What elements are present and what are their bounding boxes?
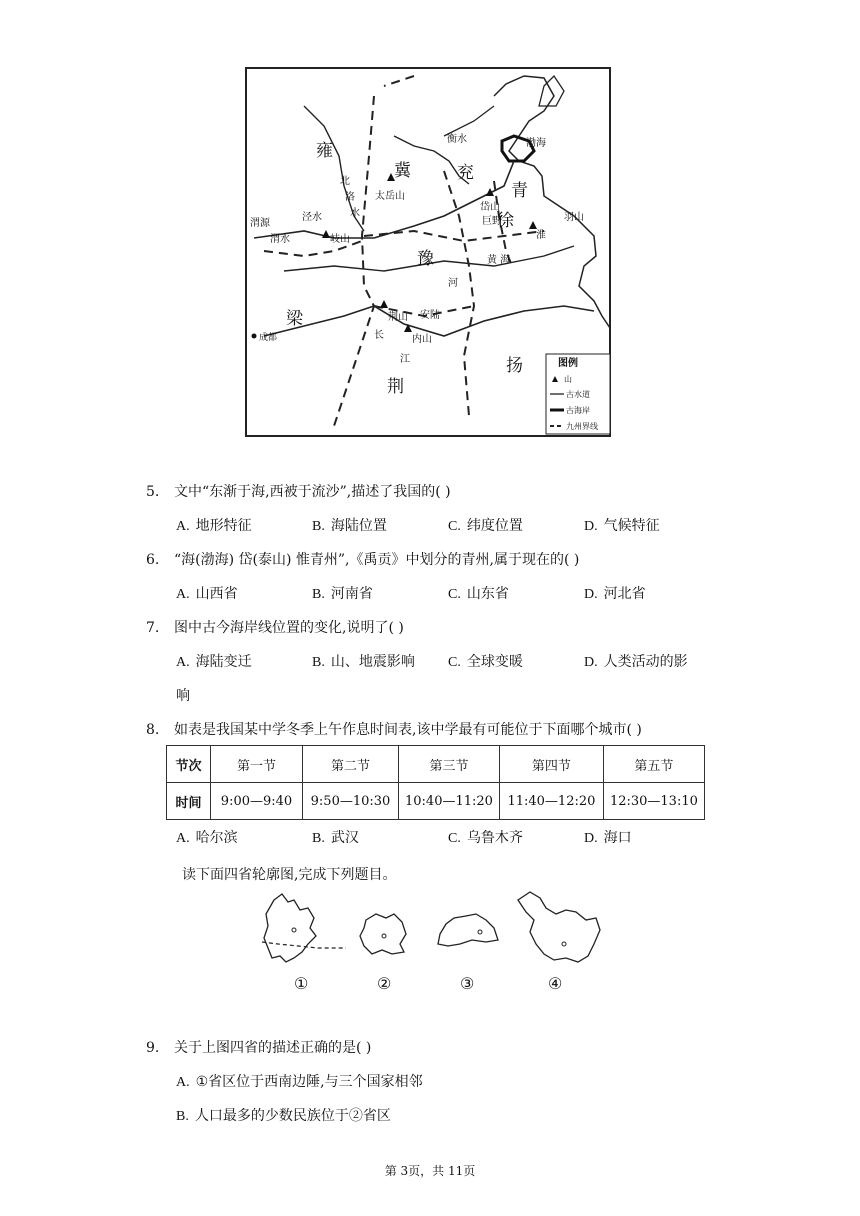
legend-item-river: 古水道 (566, 390, 590, 399)
table-cell: 9:50—10:30 (303, 783, 399, 820)
place-qishan: 岐山 (330, 234, 350, 245)
question-6 (146, 550, 579, 570)
province-outline-3 (432, 910, 502, 950)
place-taiyueshan: 太岳山 (375, 191, 405, 202)
option-b[interactable]: B. 山、地震影响 (312, 654, 415, 670)
region-yong: 雍 (316, 141, 333, 161)
region-yang: 扬 (506, 356, 523, 376)
option-d[interactable]: D. 气候特征 (584, 518, 660, 534)
province-outline-4 (512, 888, 604, 968)
question-number: 7. (146, 620, 160, 636)
region-yan: 兖 (457, 163, 474, 183)
question-8 (146, 720, 642, 740)
table-cell: 第三节 (399, 746, 500, 783)
place-bei: 北 (340, 176, 350, 187)
table-row-times (167, 783, 705, 820)
table-header-period: 节次 (167, 746, 211, 783)
table-cell: 第一节 (211, 746, 303, 783)
table-cell: 第五节 (603, 746, 704, 783)
place-anlu: 安陆 (420, 310, 440, 321)
region-jing: 荆 (387, 377, 404, 397)
province-label-2: ② (377, 974, 392, 993)
option-d[interactable]: D. 人类活动的影 (584, 654, 688, 670)
question-text: 文中“东渐于海,西被于流沙”,描述了我国的( ) (174, 484, 451, 500)
place-yushan: 淮 (536, 230, 546, 241)
province-label-4: ④ (548, 974, 563, 993)
province-outline-2 (356, 910, 412, 958)
table-cell: 9:00—9:40 (211, 783, 303, 820)
place-daishan: 岱山 (480, 202, 500, 213)
option-a[interactable]: A. 山西省 (176, 586, 238, 602)
question-text: “海(渤海) 岱(泰山) 惟青州”,《禹贡》中划分的青州,属于现在的( ) (174, 552, 580, 568)
place-chengdu: 成都 (259, 333, 278, 343)
map-legend (546, 354, 610, 434)
place-juye: 巨野 (482, 216, 502, 227)
legend-title: 图例 (558, 358, 578, 369)
option-d[interactable]: D. 河北省 (584, 586, 646, 602)
province-outline-1 (258, 892, 350, 970)
table-cell: 第四节 (499, 746, 603, 783)
place-jiang: 江 (400, 354, 410, 365)
table-cell: 12:30—13:10 (603, 783, 704, 820)
option-a[interactable]: A. 哈尔滨 (176, 830, 238, 846)
region-liang: 梁 (286, 309, 303, 329)
region-ji: 冀 (394, 161, 411, 181)
option-c[interactable]: C. 全球变暖 (448, 654, 523, 670)
question-text: 图中古今海岸线位置的变化,说明了( ) (174, 620, 404, 636)
reading-instruction: 读下面四省轮廓图,完成下列题目。 (182, 867, 397, 883)
ancient-nine-provinces-map (244, 66, 612, 438)
place-weishui: 渭水 (270, 234, 290, 245)
option-c[interactable]: C. 纬度位置 (448, 518, 523, 534)
legend-item-mountain: 山 (564, 375, 572, 384)
legend-item-boundary: 九州界线 (566, 422, 598, 431)
question-5 (146, 482, 451, 502)
question-number: 5. (146, 484, 160, 500)
place-shui: 水 (350, 208, 360, 219)
option-b[interactable]: B. 河南省 (312, 586, 373, 602)
chengdu-dot (252, 334, 257, 339)
table-row-periods (167, 746, 705, 783)
option-c[interactable]: C. 山东省 (448, 586, 509, 602)
question-text: 关于上图四省的描述正确的是( ) (174, 1040, 372, 1056)
question-number: 8. (146, 722, 160, 738)
table-header-time: 时间 (167, 783, 211, 820)
page-footer: 第 3页，共 11页 (384, 1164, 476, 1178)
table-cell: 第二节 (303, 746, 399, 783)
map-svg (244, 66, 612, 438)
place-luo: 洛 (345, 192, 355, 203)
schedule-table (166, 745, 705, 820)
place-huai: 河 (448, 278, 458, 289)
option-a[interactable]: A. 地形特征 (176, 518, 252, 534)
table-cell: 11:40—12:20 (499, 783, 603, 820)
option-d[interactable]: D. 海口 (584, 830, 632, 846)
place-neishan: 内山 (412, 334, 432, 345)
option-b[interactable]: B. 海陆位置 (312, 518, 387, 534)
question-number: 9. (146, 1040, 160, 1056)
question-text: 如表是我国某中学冬季上午作息时间表,该中学最有可能位于下面哪个城市( ) (174, 722, 642, 738)
region-qing: 青 (511, 181, 528, 201)
region-yu: 豫 (417, 249, 434, 269)
place-huanghai: 羽山 (564, 212, 584, 223)
option-b[interactable]: B. 武汉 (312, 830, 359, 846)
place-jingshan: 荆山 (388, 312, 408, 323)
option-b[interactable]: B. 人口最多的少数民族位于②省区 (176, 1108, 391, 1124)
place-chang: 长 (374, 330, 384, 341)
table-cell: 10:40—11:20 (399, 783, 500, 820)
option-a[interactable]: A. ①省区位于西南边陲,与三个国家相邻 (176, 1074, 423, 1090)
legend-item-coast: 古海岸 (566, 406, 590, 415)
region-xu: 徐 (497, 211, 514, 231)
question-7 (146, 618, 404, 638)
option-c[interactable]: C. 乌鲁木齐 (448, 830, 523, 846)
question-9 (146, 1038, 371, 1058)
place-jingshui: 泾水 (302, 212, 322, 223)
place-weiyuan: 渭源 (250, 218, 270, 229)
place-bohai: 渤海 (526, 138, 546, 149)
province-label-1: ① (294, 974, 309, 993)
place-hengshui: 衡水 (447, 134, 467, 145)
question-number: 6. (146, 552, 160, 568)
province-label-3: ③ (460, 974, 475, 993)
place-he: 黄 海 (487, 255, 511, 266)
option-a[interactable]: A. 海陆变迁 (176, 654, 252, 670)
